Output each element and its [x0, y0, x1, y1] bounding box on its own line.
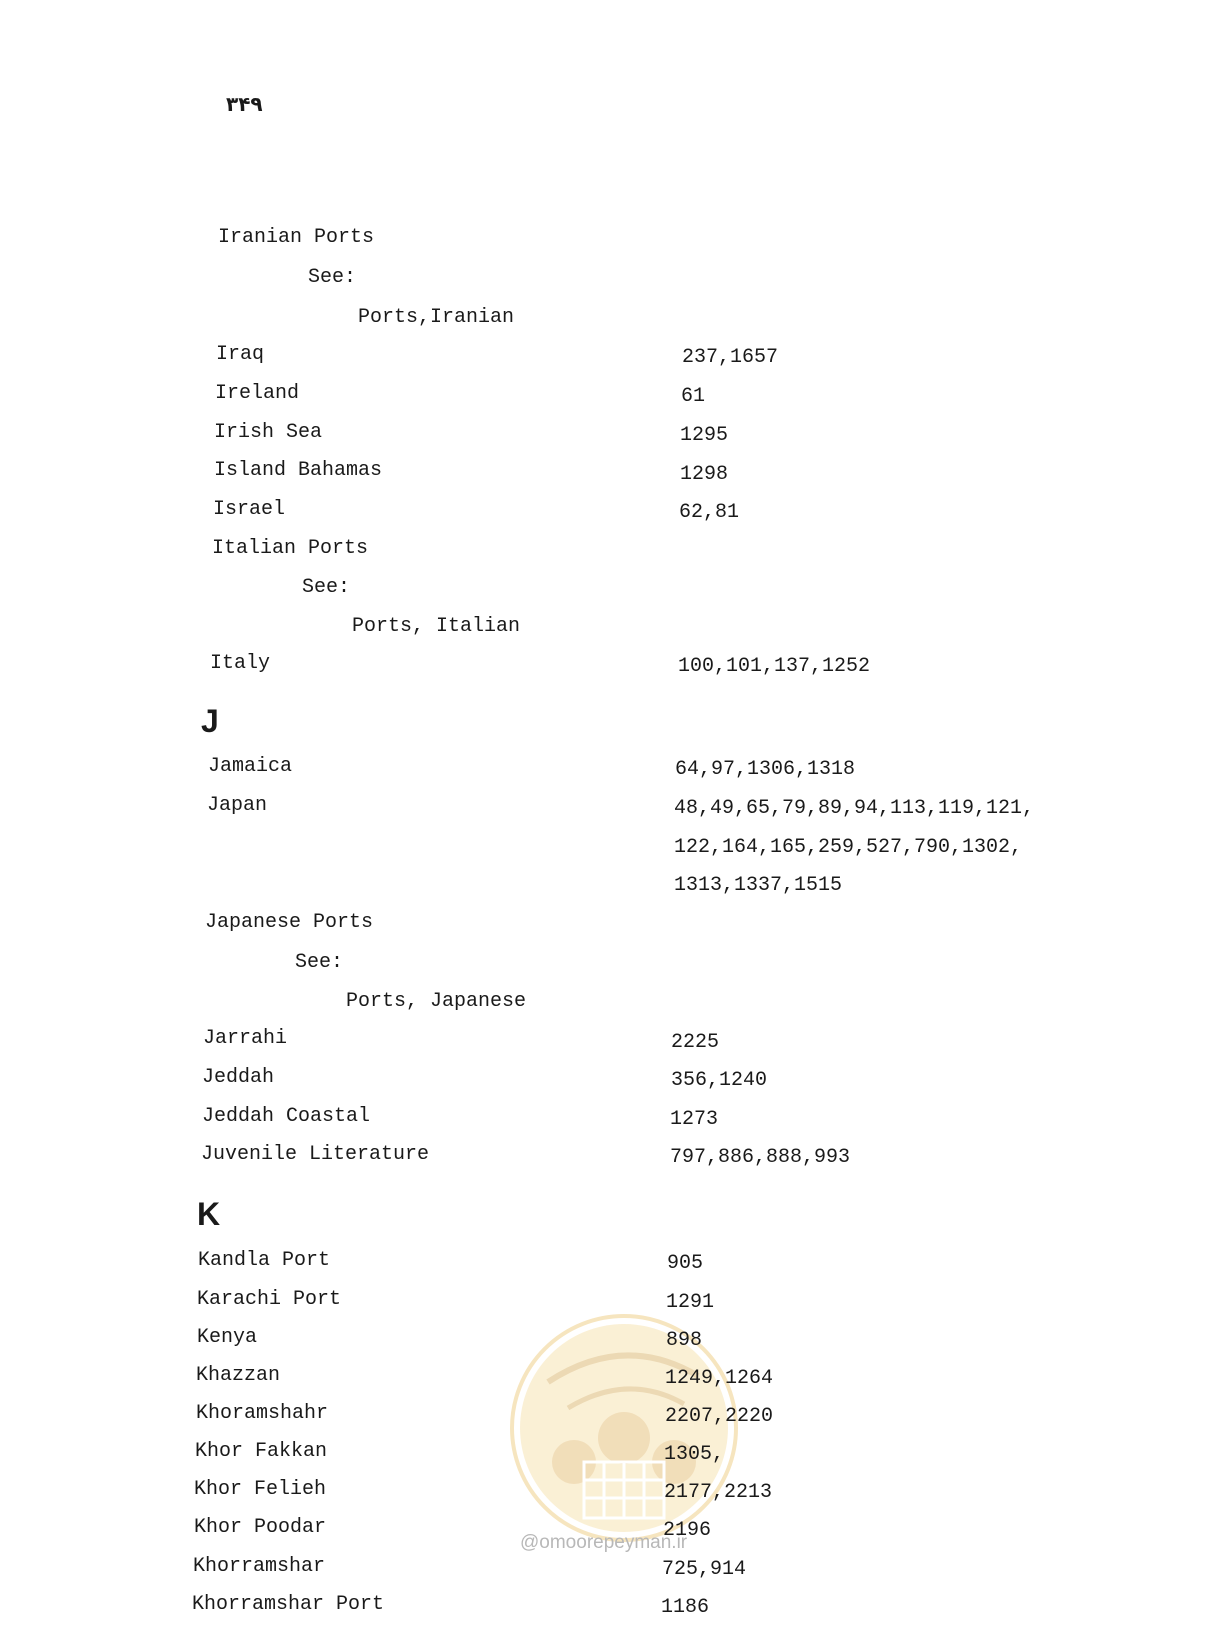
index-term-iranian-ports: Iranian Ports [218, 226, 375, 249]
page-refs-juvenile-literature: 797,886,888,993 [670, 1146, 851, 1169]
index-term-israel: Israel [213, 498, 286, 521]
page-refs-jeddah-coastal: 1273 [670, 1108, 719, 1131]
page-refs-italy: 100,101,137,1252 [678, 655, 871, 678]
page-refs-khorramshar: 725,914 [662, 1558, 747, 1581]
index-term-iraq: Iraq [216, 343, 265, 366]
index-term-khorramshar-port: Khorramshar Port [192, 1593, 385, 1616]
see-target-ports-italian: Ports, Italian [352, 615, 521, 638]
page-refs-jarrahi: 2225 [671, 1031, 720, 1054]
page-refs-japan-line-1: 48,49,65,79,89,94,113,119,121, [674, 797, 1035, 820]
see-target-ports-iranian: Ports,Iranian [358, 306, 515, 329]
index-term-khazzan: Khazzan [196, 1364, 281, 1387]
index-term-japan: Japan [207, 794, 268, 817]
index-term-jamaica: Jamaica [208, 755, 293, 778]
page-refs-kenya: 898 [666, 1329, 703, 1352]
page-refs-karachi-port: 1291 [666, 1291, 715, 1314]
page-refs-khazzan: 1249,1264 [665, 1367, 774, 1390]
page-refs-khor-felieh: 2177,2213 [664, 1481, 773, 1504]
watermark-url-text: @omoorepeyman.ir [520, 1532, 688, 1553]
index-term-jarrahi: Jarrahi [203, 1027, 288, 1050]
see-reference-label: See: [295, 951, 344, 974]
index-term-khor-fakkan: Khor Fakkan [195, 1440, 328, 1463]
index-term-ireland: Ireland [215, 382, 300, 405]
index-term-irish-sea: Irish Sea [214, 421, 323, 444]
index-term-island-bahamas: Island Bahamas [214, 459, 383, 482]
index-term-italian-ports: Italian Ports [212, 537, 369, 560]
section-letter-k: K [197, 1196, 221, 1232]
page-refs-khorramshar-port: 1186 [661, 1596, 710, 1619]
page-refs-khoramshahr: 2207,2220 [665, 1405, 774, 1428]
index-term-jeddah-coastal: Jeddah Coastal [202, 1105, 371, 1128]
page-refs-jeddah: 356,1240 [671, 1069, 768, 1092]
page-refs-jamaica: 64,97,1306,1318 [675, 758, 856, 781]
page-refs-iraq: 237,1657 [682, 346, 779, 369]
page-refs-japan-line-3: 1313,1337,1515 [674, 874, 843, 897]
see-target-ports-japanese: Ports, Japanese [346, 990, 527, 1013]
index-term-jeddah: Jeddah [202, 1066, 275, 1089]
page-refs-israel: 62,81 [679, 501, 740, 524]
index-term-khor-poodar: Khor Poodar [194, 1516, 327, 1539]
index-term-khorramshar: Khorramshar [193, 1555, 326, 1578]
page-refs-kandla-port: 905 [667, 1252, 704, 1275]
page-refs-island-bahamas: 1298 [680, 463, 729, 486]
index-term-italy: Italy [210, 652, 271, 675]
page-refs-khor-fakkan: 1305, [664, 1443, 725, 1466]
index-term-juvenile-literature: Juvenile Literature [201, 1143, 430, 1166]
index-term-karachi-port: Karachi Port [197, 1288, 342, 1311]
index-term-kandla-port: Kandla Port [198, 1249, 331, 1272]
page-refs-ireland: 61 [681, 385, 706, 408]
watermark-logo [508, 1312, 740, 1544]
section-letter-j: J [201, 703, 219, 739]
page-refs-irish-sea: 1295 [680, 424, 729, 447]
see-reference-label: See: [302, 576, 351, 599]
page-refs-japan-line-2: 122,164,165,259,527,790,1302, [674, 836, 1023, 859]
index-term-japanese-ports: Japanese Ports [205, 911, 374, 934]
index-term-kenya: Kenya [197, 1326, 258, 1349]
see-reference-label: See: [308, 266, 357, 289]
index-term-khor-felieh: Khor Felieh [194, 1478, 327, 1501]
index-term-khoramshahr: Khoramshahr [196, 1402, 329, 1425]
page-number: ۳۴۹ [226, 92, 263, 116]
page-refs-khor-poodar: 2196 [663, 1519, 712, 1542]
